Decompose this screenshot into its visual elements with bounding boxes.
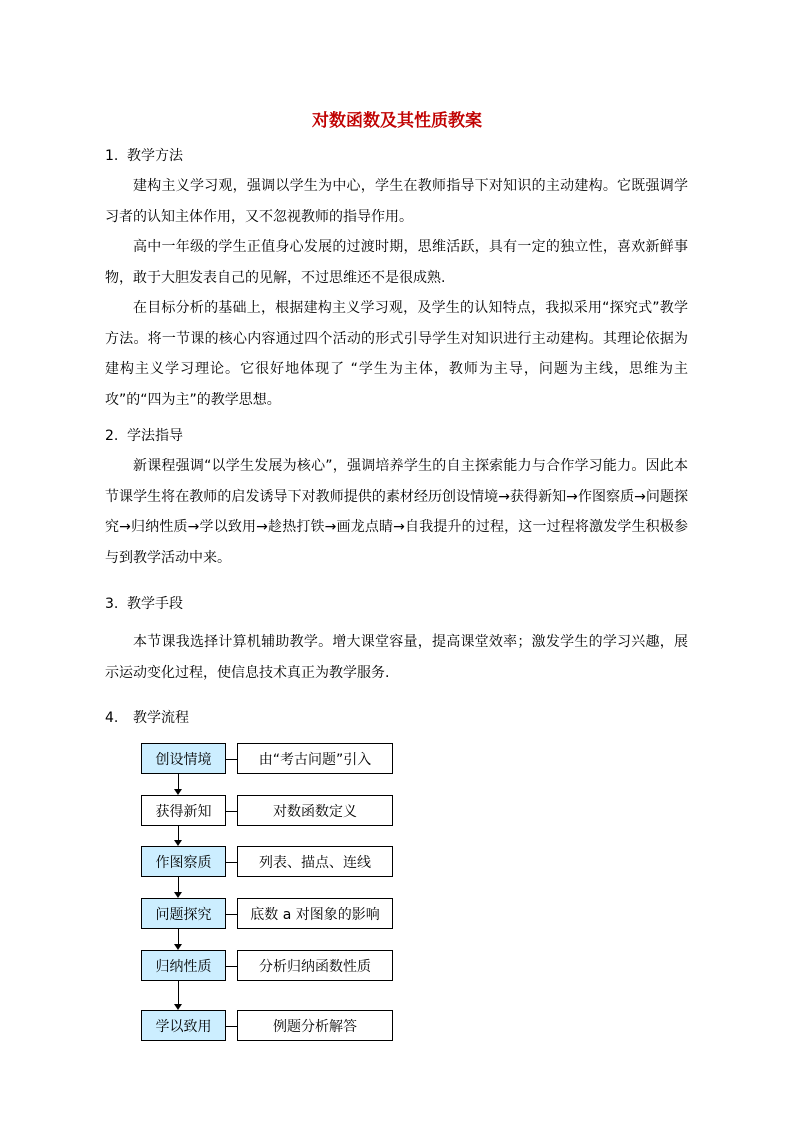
flow-step-note: 底数 a 对图象的影响 — [237, 898, 393, 929]
document-title: 对数函数及其性质教案 — [312, 111, 482, 131]
flow-connector — [226, 862, 237, 863]
flow-step-box: 获得新知 — [141, 795, 226, 826]
flow-step-note: 对数函数定义 — [237, 795, 393, 826]
flow-arrow-line — [178, 981, 179, 1004]
flow-connector — [226, 1026, 237, 1027]
flow-arrow-line — [178, 929, 179, 944]
flow-step-note: 由“考古问题”引入 — [237, 743, 393, 774]
flow-step-box: 学以致用 — [141, 1010, 226, 1041]
flow-connector — [226, 966, 237, 967]
paragraph: 在目标分析的基础上，根据建构主义学习观，及学生的认知特点，我拟采用“探究式”教学方法。将一节课的核心内容通过四个活动的形式引导学生对知识进行主动建构。其理论依据为建构主义学习理论。它很好地体现了 “学生为主体，教师为主导，问题为主线，思维为主攻”的“四为主”的教学思想。 — [105, 300, 688, 408]
flow-arrow-line — [178, 826, 179, 840]
section-heading-3: 3. 教学手段 — [105, 596, 183, 612]
flow-step-note: 列表、描点、连线 — [237, 846, 393, 877]
flow-connector — [226, 811, 237, 812]
paragraph: 新课程强调“以学生发展为核心”，强调培养学生的自主探索能力与合作学习能力。因此本节课学生将在教师的启发诱导下对教师提供的素材经历创设情境→获得新知→作图察质→问题探究→归纳性质→学以致用→趁热打铁→画龙点睛→自我提升的过程，这一过程将激发学生积极参与到教学活动中来。 — [105, 458, 688, 566]
section-heading-2: 2. 学法指导 — [105, 428, 183, 444]
paragraph: 高中一年级的学生正值身心发展的过渡时期，思维活跃，具有一定的独立性，喜欢新鲜事物，敢于大胆发表自己的见解，不过思维还不是很成熟. — [105, 239, 688, 286]
flow-arrow-line — [178, 774, 179, 789]
flow-connector — [226, 759, 237, 760]
flow-step-note: 分析归纳函数性质 — [237, 950, 393, 981]
flow-step-note: 例题分析解答 — [237, 1010, 393, 1041]
section-heading-1: 1. 教学方法 — [105, 148, 183, 164]
flow-step-box: 问题探究 — [141, 898, 226, 929]
paragraph: 建构主义学习观，强调以学生为中心，学生在教师指导下对知识的主动建构。它既强调学习者的认知主体作用，又不忽视教师的指导作用。 — [105, 178, 688, 225]
flow-step-box: 归纳性质 — [141, 950, 226, 981]
paragraph: 本节课我选择计算机辅助教学。增大课堂容量，提高课堂效率；激发学生的学习兴趣，展示运动变化过程，使信息技术真正为教学服务. — [105, 634, 688, 681]
flow-arrow-line — [178, 877, 179, 892]
flow-step-box: 作图察质 — [141, 846, 226, 877]
flow-connector — [226, 914, 237, 915]
flow-step-box: 创设情境 — [141, 743, 226, 774]
section-heading-4: 4. 教学流程 — [105, 710, 189, 726]
